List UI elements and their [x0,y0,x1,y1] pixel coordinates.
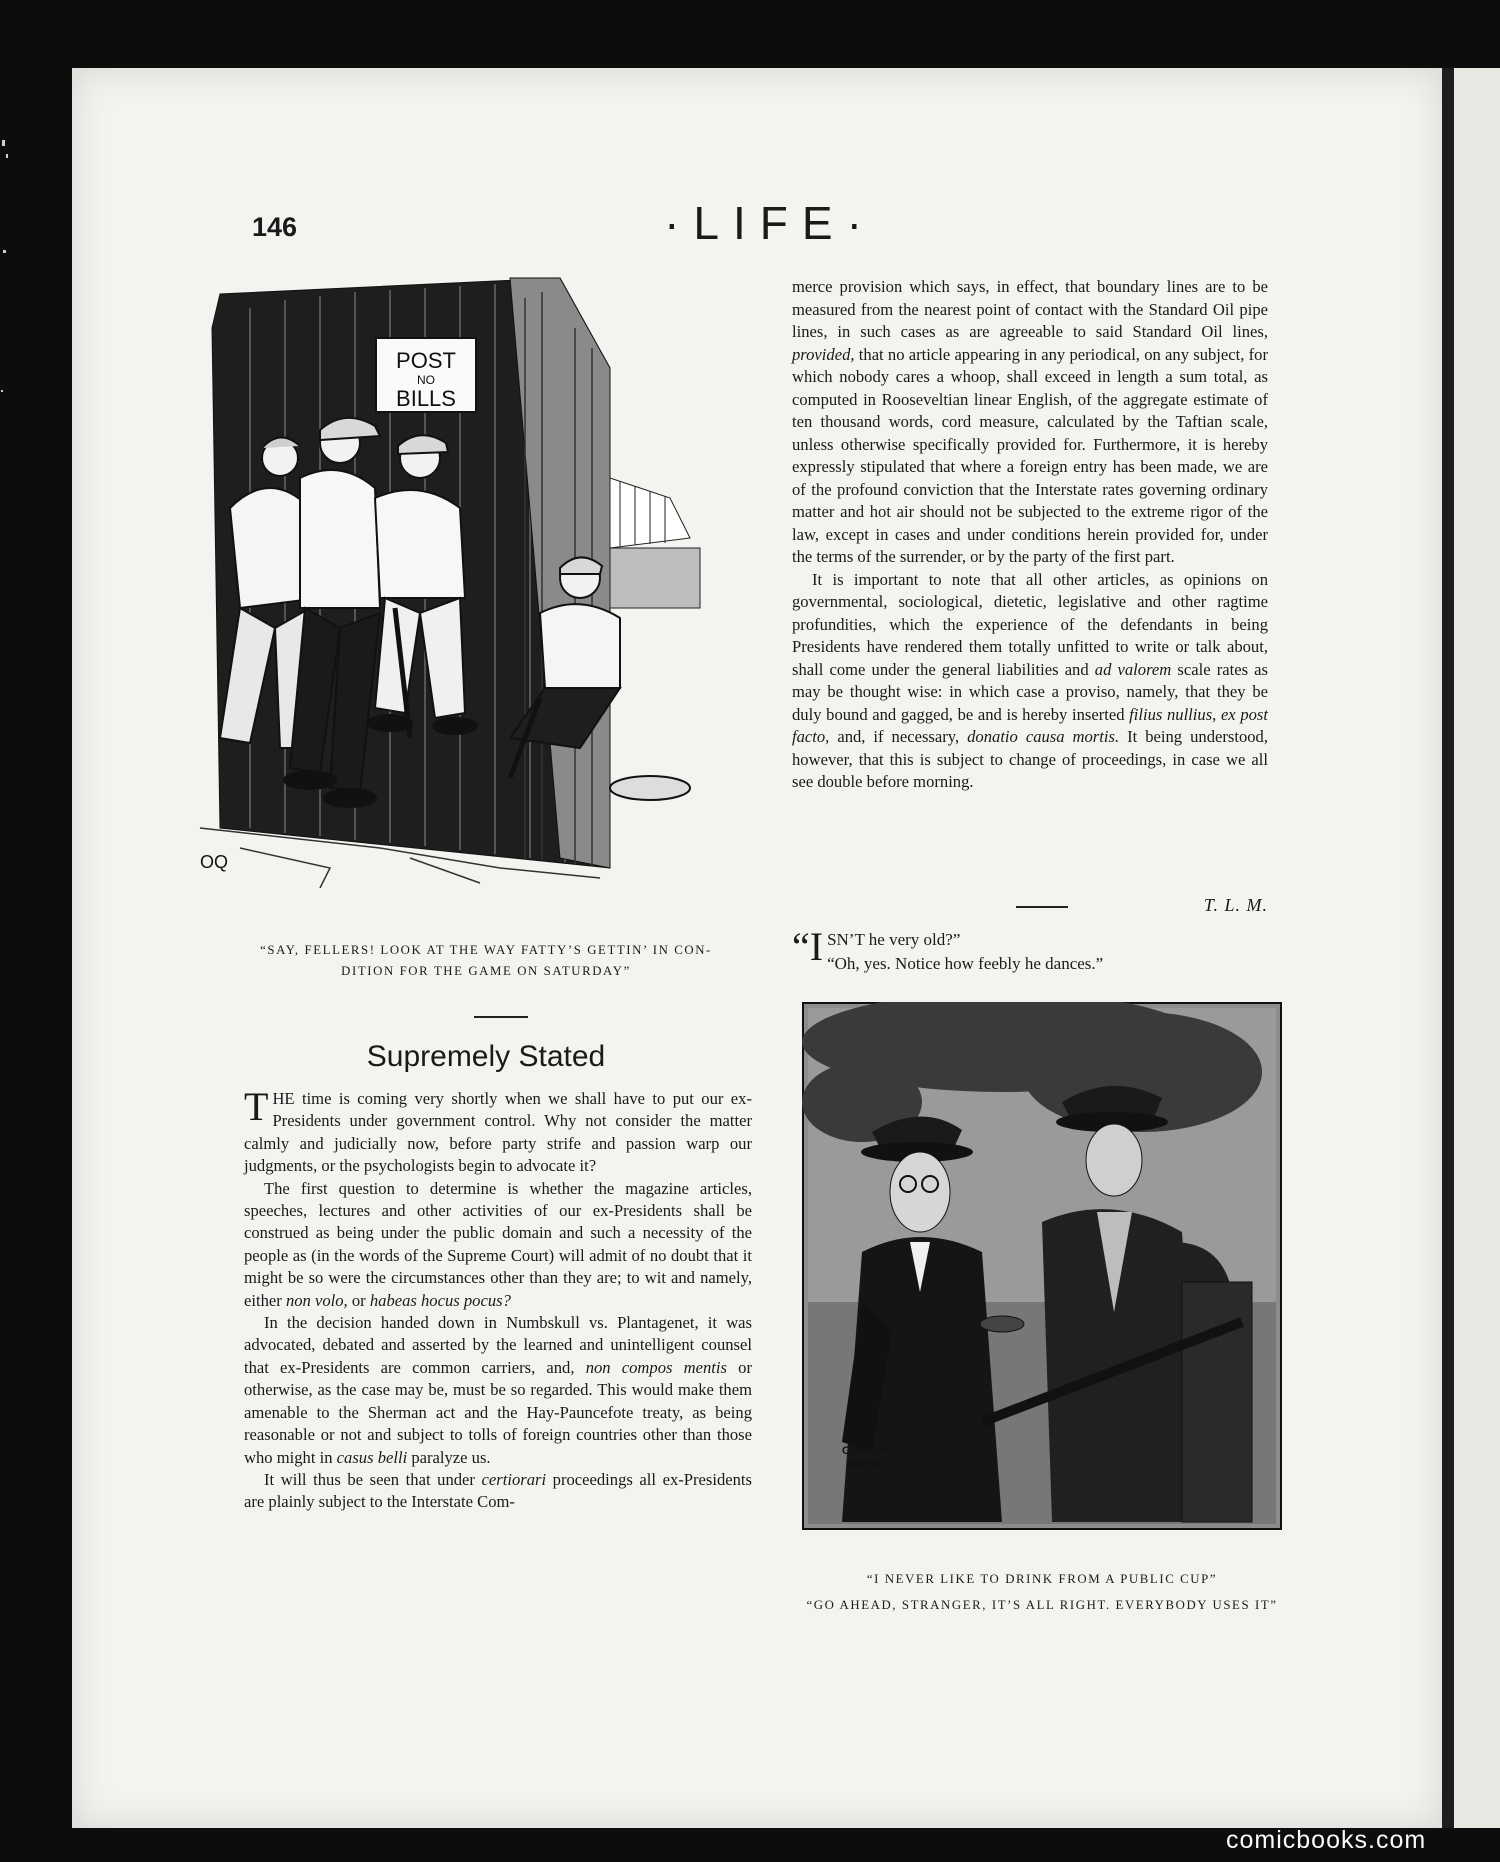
p3-italic: non compos mentis [585,1357,727,1377]
p6-a: It is important to note that all other articles, as opinions on governmental, sociological, dietetic, legislative and other ragtime profundities, which the experience of the defendants in being Presidents have rendered them totally unfitted to write or talk about, shall come under the general liabilities and [792,569,1268,679]
article-paragraph-4 [244,1469,752,1514]
p3-a: In the decision handed down in Numbskull vs. Plantagenet, it was advocated, debated and asserted by the learned and unintelligent counsel that ex-Presidents are common carriers, and, [244,1313,752,1377]
p6-italic-2: filius nullius, ex post facto, [792,704,1268,746]
p6-c: and, if necessary, [837,727,960,746]
drop-cap: T [244,1084,269,1129]
artist-signature-2: MEEK [848,1458,880,1470]
article-paragraph-6 [792,569,1268,794]
joke-drop-cap: “I [792,924,824,969]
public-cup-cartoon [802,1002,1282,1530]
scan-edge-specks [0,90,30,490]
cartoon2-caption [782,1566,1302,1618]
site-watermark: comicbooks.com [1226,1826,1427,1854]
p6-d: It being understood, however, that this is subject to change of proceedings, in case we all see double before morning. [792,727,1268,791]
p4-a: It will thus be seen that under [264,1469,475,1489]
next-page-edge [1454,68,1500,1828]
cartoon1-caption-line2: DITION FOR THE GAME ON SATURDAY” [341,964,631,978]
sign-text-bills: BILLS [396,386,456,411]
p6-italic: ad valorem [1094,659,1172,679]
article-paragraph-3 [244,1312,752,1469]
article-headline: Supremely Stated [366,1040,606,1073]
p2-text: The first question to determine is whether the magazine articles, speeches, lectures and other activities of our ex-Presidents shall be construed as being under the public domain and such a necessity of the people as (in the words of the Supreme Court) will admit of no doubt that it might be so were the circumstances other than they are; to wit and namely, either [244,1178,752,1310]
cartoon2-caption-line2: “GO AHEAD, STRANGER, IT’S ALL RIGHT. EVERYBODY USES IT” [806,1598,1278,1612]
sign-text-no: NO [417,373,435,387]
p6-italic-3: donatio causa mortis. [967,727,1120,746]
p1-text: HE time is coming very shortly when we shall have to put our ex-Presidents under government control. Why not consider the matter calmly and judicially now, before party strife and passion warp our judgments, or the psychologists begin to advocate it? [244,1089,752,1176]
article-paragraph-1 [244,1084,752,1178]
p5-italic: provided, [792,344,855,364]
signature-rule [1016,906,1068,908]
p2-mid: or [351,1290,366,1310]
cartoon1-caption [236,940,736,982]
joke-line-1: SN’T he very old?” [827,930,961,949]
article-paragraph-5 [792,276,1268,569]
short-joke [792,924,1268,976]
joke-line-2: “Oh, yes. Notice how feebly he dances.” [827,954,1104,973]
p3-c: paralyze us. [411,1447,491,1467]
section-divider [474,1016,528,1018]
cartoon1-caption-line1: “SAY, FELLERS! LOOK AT THE WAY FATTY’S GETTIN’ IN CON- [260,943,712,957]
p5-b: that no article appearing in any periodical, on any subject, for which nobody cares a whoop, shall exceed in length a sum total, as computed in Rooseveltian linear English, of the aggregate estimate of ten thousand words, cord measure, calculated by the Taftian scale, unless otherwise specifically provided for. Furthermore, it is hereby expressly stipulated that where a foreign entry has been made, we are of the profound conviction that the Interstate rates governing ordinary matter and hot air should not be subjected to the extreme rigor of the law, except in cases and under conditions herein provided for, under the terms of the surrender, or by the party of the first part. [792,344,1268,566]
p4-italic: certiorari [481,1469,547,1489]
p2-italic-1: non volo, [285,1290,348,1310]
article-body-left [244,1084,752,1514]
article-body-right [792,276,1268,794]
page-gutter-shadow [1442,68,1454,1828]
p4-b: proceedings all ex-Presidents are plainly subject to the Interstate Com- [244,1469,752,1512]
p5-a: merce provision which says, in effect, that boundary lines are to be measured from the nearest point of contact with the Standard Oil pipe lines, in such cases as are agreeable to said Standard Oil lines, [792,277,1268,341]
page-number: 146 [252,212,298,242]
article-signature-row [792,895,1268,921]
baseball-boys-cartoon [180,268,740,888]
p2-italic-2: habeas hocus pocus? [369,1290,511,1310]
sign-text-post: POST [396,348,456,373]
masthead-title: ·LIFE· [664,197,876,249]
p3-b: or otherwise, as the case may be, must be so regarded. This would make them amenable to the Sherman act and the Hay-Pauncefote treaty, as being reasonable or not and subject to tolls of foreign countries other than those who might in [244,1357,752,1467]
artist-signature-1: CLIFTON [842,1445,890,1457]
article-signature: T. L. M. [1203,895,1268,915]
cartoon2-caption-line1: “I NEVER LIKE TO DRINK FROM A PUBLIC CUP” [866,1572,1218,1586]
p3-italic-2: casus belli [336,1447,408,1467]
p6-b: scale rates as may be thought wise: in which case a proviso, namely, that they be duly bound and gagged, be and is hereby inserted [792,659,1268,724]
article-paragraph-2 [244,1178,752,1312]
artist-monogram: OQ [200,852,229,872]
